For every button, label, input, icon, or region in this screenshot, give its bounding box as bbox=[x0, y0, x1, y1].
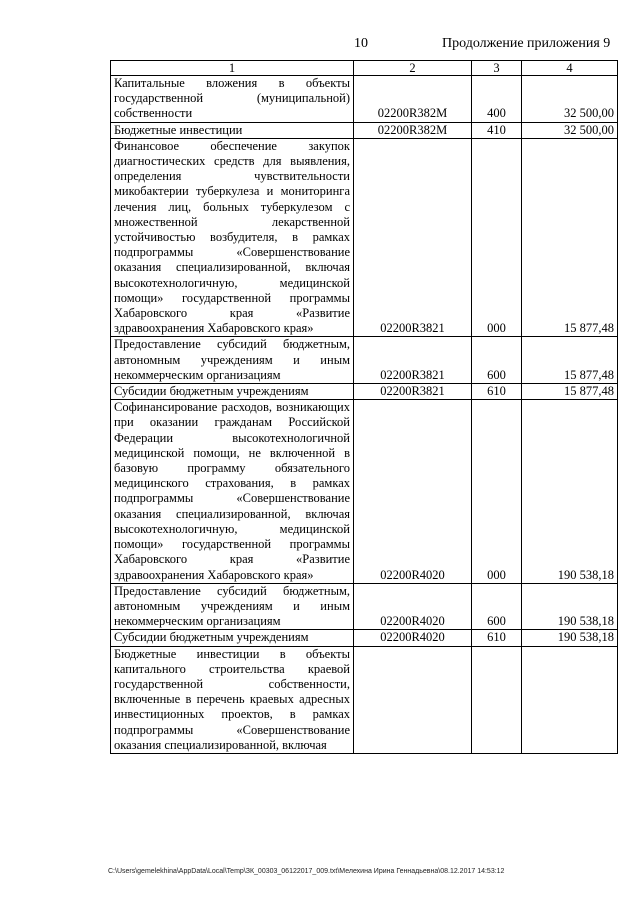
table-row bbox=[111, 76, 618, 123]
row-expense-kind: 410 bbox=[472, 122, 522, 138]
row-target-code: 02200R4020 bbox=[354, 583, 472, 630]
table-row bbox=[111, 122, 618, 138]
column-header: 4 bbox=[522, 61, 618, 76]
row-description: Субсидии бюджетным учреждениям bbox=[111, 630, 354, 646]
row-target-code: 02200R4020 bbox=[354, 400, 472, 583]
table-row bbox=[111, 138, 618, 337]
page-number: 10 bbox=[354, 36, 368, 51]
row-expense-kind: 610 bbox=[472, 384, 522, 400]
row-amount: 32 500,00 bbox=[522, 76, 618, 123]
row-amount: 190 538,18 bbox=[522, 630, 618, 646]
row-expense-kind: 600 bbox=[472, 583, 522, 630]
row-amount bbox=[522, 646, 618, 753]
row-description: Софинансирование расходов, возникающих при оказании гражданам Российской Федерации высокотехнологичной медицинской помощи, не включенной в базовую программу обязательного медицинского страхования, в рамках подпрограммы «Совершенствование оказания специализированной, включая высокотехнологичную, медицинской помощи» государственной программы Хабаровского края «Развитие здравоохранения Хабаровского края» bbox=[111, 400, 354, 583]
row-expense-kind: 000 bbox=[472, 138, 522, 337]
column-header: 2 bbox=[354, 61, 472, 76]
row-target-code: 02200R3821 bbox=[354, 138, 472, 337]
row-target-code: 02200R4020 bbox=[354, 630, 472, 646]
row-description: Бюджетные инвестиции в объекты капитального строительства краевой государственной собственности, включенные в перечень краевых адресных инвестиционных проектов, в рамках подпрограммы «Совершенствование оказания специализированной, включая bbox=[111, 646, 354, 753]
row-description: Предоставление субсидий бюджетным, автономным учреждениям и иным некоммерческим организациям bbox=[111, 337, 354, 384]
continuation-label: Продолжение приложения 9 bbox=[442, 36, 611, 51]
row-description: Капитальные вложения в объекты государственной (муниципальной) собственности bbox=[111, 76, 354, 123]
table-header-row bbox=[111, 61, 618, 76]
row-expense-kind: 600 bbox=[472, 337, 522, 384]
row-amount: 190 538,18 bbox=[522, 400, 618, 583]
column-header: 1 bbox=[111, 61, 354, 76]
row-target-code bbox=[354, 646, 472, 753]
row-amount: 32 500,00 bbox=[522, 122, 618, 138]
row-description: Предоставление субсидий бюджетным, автономным учреждениям и иным некоммерческим организациям bbox=[111, 583, 354, 630]
row-amount: 15 877,48 bbox=[522, 138, 618, 337]
file-path-footer: C:\Users\gemelekhina\AppData\Local\Temp\ЗК_00303_06122017_009.txt\Мелехина Ирина Геннадьевна\08.12.2017 14:53:12 bbox=[108, 868, 505, 875]
column-header: 3 bbox=[472, 61, 522, 76]
row-amount: 15 877,48 bbox=[522, 337, 618, 384]
table-row bbox=[111, 646, 618, 753]
row-amount: 15 877,48 bbox=[522, 384, 618, 400]
row-expense-kind bbox=[472, 646, 522, 753]
budget-table bbox=[110, 60, 618, 754]
row-description: Бюджетные инвестиции bbox=[111, 122, 354, 138]
row-description: Субсидии бюджетным учреждениям bbox=[111, 384, 354, 400]
table-row bbox=[111, 400, 618, 583]
row-expense-kind: 000 bbox=[472, 400, 522, 583]
row-target-code: 02200R382M bbox=[354, 76, 472, 123]
row-target-code: 02200R382M bbox=[354, 122, 472, 138]
table-row bbox=[111, 384, 618, 400]
row-expense-kind: 610 bbox=[472, 630, 522, 646]
row-amount: 190 538,18 bbox=[522, 583, 618, 630]
table-row bbox=[111, 337, 618, 384]
row-target-code: 02200R3821 bbox=[354, 337, 472, 384]
row-description: Финансовое обеспечение закупок диагностических средств для выявления, определения чувствительности микобактерии туберкулеза и мониторинга лечения лиц, больных туберкулезом с множественной лекарственной устойчивостью возбудителя, в рамках подпрограммы «Совершенствование оказания специализированной, включая высокотехнологичную, медицинской помощи» государственной программы Хабаровского края «Развитие здравоохранения Хабаровского края» bbox=[111, 138, 354, 337]
table-row bbox=[111, 583, 618, 630]
row-target-code: 02200R3821 bbox=[354, 384, 472, 400]
row-expense-kind: 400 bbox=[472, 76, 522, 123]
table-row bbox=[111, 630, 618, 646]
